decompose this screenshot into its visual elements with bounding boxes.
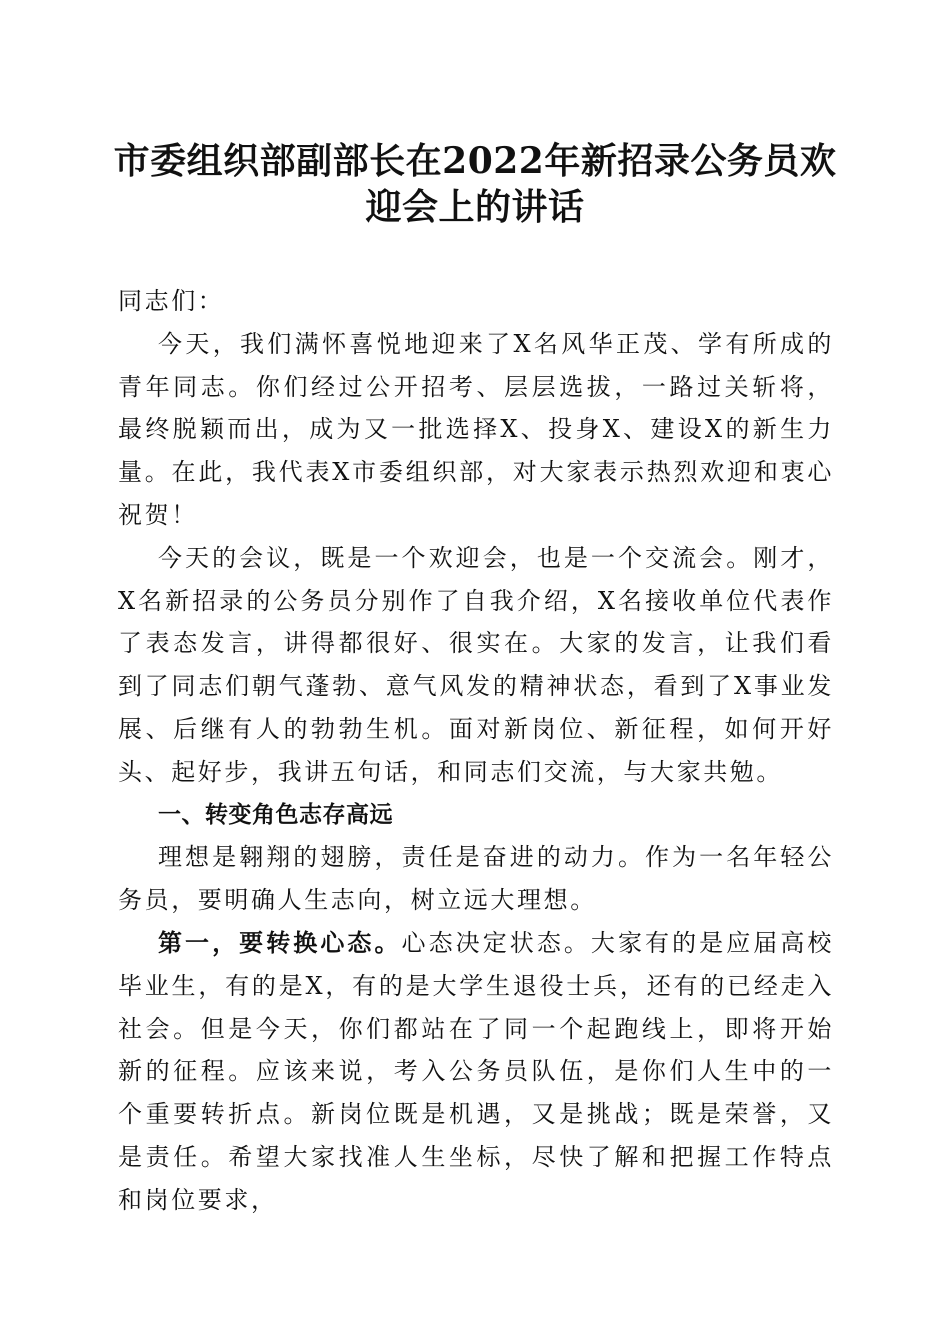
paragraph-4-lead: 第一，要转换心态。 [158, 927, 402, 957]
paragraph-4 [118, 922, 834, 1222]
paragraph-1: 今天，我们满怀喜悦地迎来了X名风华正茂、学有所成的青年同志。你们经过公开招考、层层选拔，一路过关斩将，最终脱颖而出，成为又一批选择X、投身X、建设X的新生力量。在此，我代表X市委组织部，对大家表示热烈欢迎和衷心祝贺！ [118, 329, 834, 529]
salutation: 同志们： [118, 287, 225, 315]
paragraph-2: 今天的会议，既是一个欢迎会，也是一个交流会。刚才，X名新招录的公务员分别作了自我介绍，X名接收单位代表作了表态发言，讲得都很好、很实在。大家的发言，让我们看到了同志们朝气蓬勃、意气风发的精神状态，看到了X事业发展、后继有人的勃勃生机。面对新岗位、新征程，如何开好头、起好步，我讲五句话，和同志们交流，与大家共勉。 [118, 543, 834, 786]
section-heading-1: 一、转变角色志存高远 [158, 801, 393, 828]
document-title: 市委组织部副部长在2022年新招录公务员欢迎会上的讲话 [113, 140, 837, 228]
paragraph-4-text: 心态决定状态。大家有的是应届高校毕业生，有的是X，有的是大学生退役士兵，还有的已经走入社会。但是今天，你们都站在了同一个起跑线上，即将开始新的征程。应该来说，考入公务员队伍，是你们人生中的一个重要转折点。新岗位既是机遇，又是挑战；既是荣誉，又是责任。希望大家找准人生坐标，尽快了解和把握工作特点和岗位要求， [118, 928, 834, 1214]
paragraph-3: 理想是翱翔的翅膀，责任是奋进的动力。作为一名年轻公务员，要明确人生志向，树立远大理想。 [118, 843, 834, 915]
document-body [118, 280, 834, 1222]
